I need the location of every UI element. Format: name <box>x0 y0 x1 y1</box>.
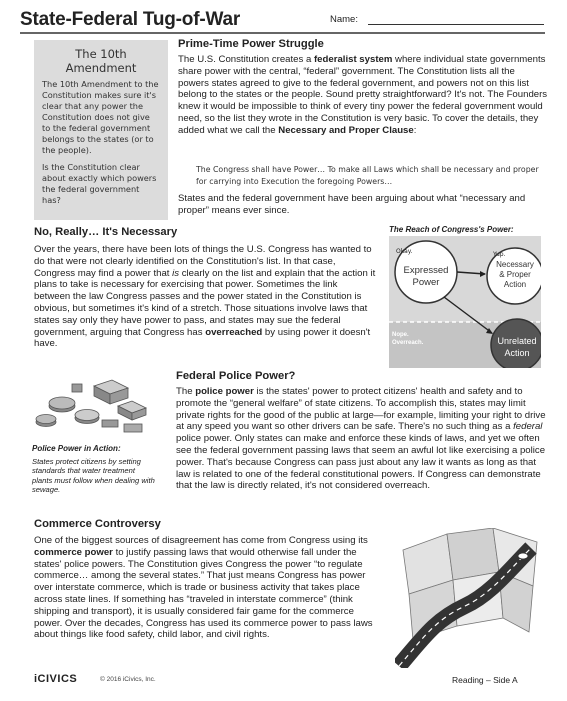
name-field[interactable] <box>368 24 544 25</box>
sidebar-title: The 10th Amendment <box>65 47 137 76</box>
congress-power-diagram <box>389 236 541 368</box>
name-label: Name: <box>330 14 358 25</box>
copyright: © 2016 iCivics, Inc. <box>100 676 156 683</box>
heading-federal-police-power: Federal Police Power? <box>176 370 296 382</box>
heading-commerce-controversy: Commerce Controversy <box>34 518 161 530</box>
tenth-amendment-sidebar <box>34 40 168 220</box>
np-label-3: Action <box>503 280 527 289</box>
paragraph-police-power: The police power is the states' power to protect citizens' health and safety and to promote the “general welfare” of state citizens. To accomplish this, states may limit private rights for the good of the public at large—for example, limiting your right to drive at any speed you want so other drivers can be safe. There's no such thing as a federal police power. Only states can make and enforce these kinds of laws, and yet we often see the federal government passing laws that seem an awful lot like exercising a police power. That's because Congress can pass just about any law it wants as long as that law is related to one of the federal constitutional powers. If Congress can demonstrate that the law is directly related, it's not considered overreach. <box>176 386 546 492</box>
paragraph-commerce-power: One of the biggest sources of disagreement has come from Congress using its commerce power to justify passing laws that would otherwise fall under the states' police powers. The Constitution gives Congress the power “to regulate commerce… among the several states.” That just means Congress has power over interstate commerce, which is trade or business activity that takes place across state lines. If something has “traveled in interstate commerce” (think shipping and transport), it is usually considered fair game for the commerce power. Over the decades, Congress has used its commerce power to pass laws about things like food safety, child labor, and civil rights. <box>34 535 373 641</box>
interstate-map-road-illustration <box>395 528 545 668</box>
paragraph-overreach: Over the years, there have been lots of things the U.S. Congress has wanted to do that were not clearly identified on the Constitution's list. In that case, Congress may find a power that is clearly on the list and explain that the action it plans to take is necessary for exercising that power. Sometimes the link between the law Congress passes and the power stated in the Constitution is obvious, but sometimes it's kind of a stretch. Those situations involve laws that states say only they have power to pass, and states may sue the federal government, arguing that Congress has overreached by using power it doesn't have. <box>34 244 376 350</box>
np-label-1: Necessary <box>496 260 534 269</box>
nope-label-1: Nope. <box>392 332 409 338</box>
necessary-proper-clause-quote: The Congress shall have Power… To make all Laws which shall be necessary and proper for carrying into Execution the foregoing Powers… <box>196 165 539 186</box>
expressed-power-label-2: Power <box>412 277 440 288</box>
unrelated-label-2: Action <box>504 348 530 358</box>
unrelated-label-1: Unrelated <box>497 336 537 346</box>
title-divider <box>20 32 545 34</box>
np-label-2: & Proper <box>499 270 531 279</box>
heading-prime-time-power-struggle: Prime-Time Power Struggle <box>178 38 324 50</box>
police-caption-title: Police Power in Action: <box>32 444 121 453</box>
sidebar-body: The 10th Amendment to the Constitution makes sure it's clear that any power the Constitution does not give to the federal government belongs to the states (or to the people). <box>42 79 159 155</box>
yup-label: Yup. <box>493 251 506 258</box>
police-caption: States protect citizens by setting standards that water treatment plants must follow when dealing with sewage. <box>32 457 155 495</box>
okay-label: Okay. <box>396 248 413 255</box>
nope-label-2: Overreach. <box>392 340 424 346</box>
page-label: Reading – Side A <box>452 675 518 685</box>
paragraph-federalist-system: The U.S. Constitution creates a federalist system where individual state governments share power with the central, “federal” government. The Constitution lists all the powers states agreed to give to the federal government, and powers not on this list belong to the states or the people. Sound pretty straightforward? It's not. The Founders knew it would be impossible to think of every tiny power the federal government would need, so the list they wrote in the Constitution is very basic. To cover the details, they added what we call the Necessary and Proper Clause: <box>178 54 548 136</box>
expressed-power-label-1: Expressed <box>403 265 449 276</box>
heading-no-really: No, Really… It's Necessary <box>34 226 178 238</box>
icivics-logo: iCIVICS <box>34 673 78 685</box>
water-treatment-plant-illustration <box>32 376 154 440</box>
sidebar-question: Is the Constitution clear about exactly which powers the federal government has? <box>42 161 157 205</box>
diagram-caption: The Reach of Congress's Power: <box>389 225 514 234</box>
page-title: State-Federal Tug-of-War <box>20 9 241 30</box>
paragraph-arguing: States and the federal government have been arguing about what “necessary and proper” means ever since. <box>178 193 526 216</box>
